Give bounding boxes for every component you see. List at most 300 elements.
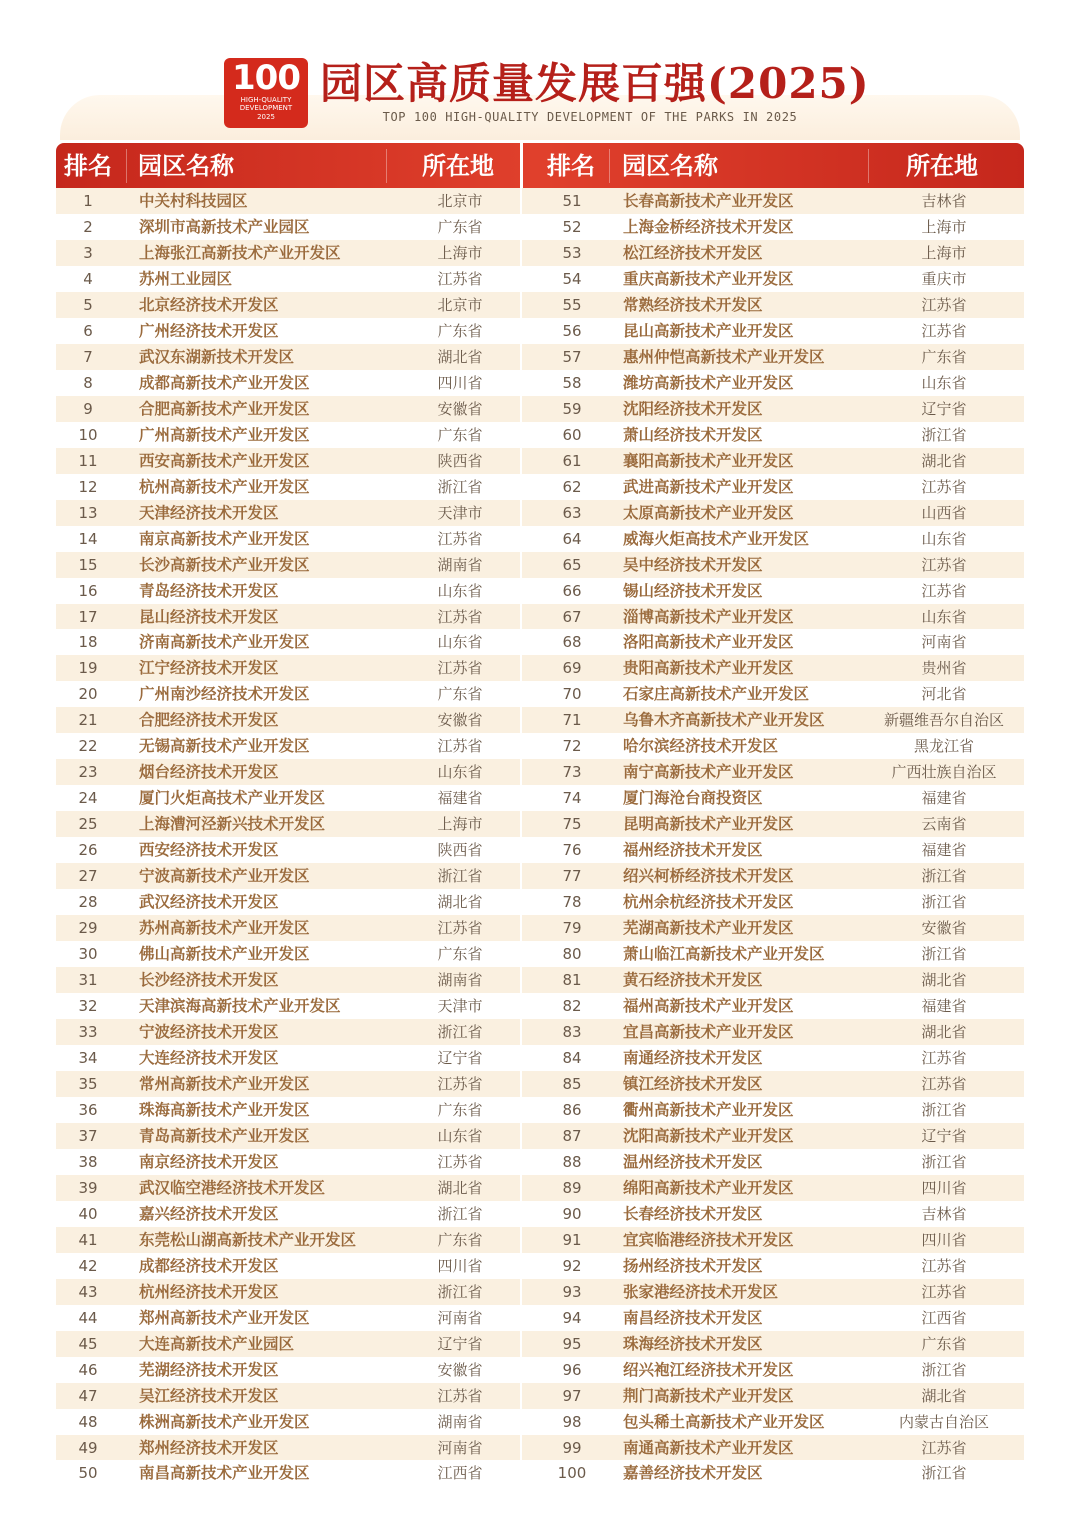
rank-cell: 33 (78, 1023, 98, 1041)
park-name-cell: 株洲高新技术产业开发区 (139, 1412, 310, 1431)
location-cell: 上海市 (921, 217, 967, 236)
rank-cell: 3 (83, 243, 93, 262)
location-cell: 江苏省 (921, 477, 967, 496)
park-name-cell: 中关村科技园区 (139, 192, 248, 210)
table-row (56, 396, 1024, 422)
park-name-cell: 大连经济技术开发区 (139, 1048, 279, 1067)
table-row (56, 370, 1024, 396)
park-name-cell: 无锡高新技术产业开发区 (139, 737, 310, 756)
table-row (56, 811, 1024, 837)
location-cell: 江苏省 (921, 581, 967, 600)
ranking-table (56, 143, 1024, 1486)
table-row (56, 1201, 1024, 1227)
header-separator (386, 149, 387, 183)
rank-cell: 53 (562, 243, 582, 262)
header-separator (126, 149, 127, 183)
rank-cell: 80 (562, 945, 582, 964)
park-name-cell: 青岛经济技术开发区 (139, 581, 279, 600)
rank-cell: 91 (562, 1230, 582, 1249)
rank-cell: 48 (78, 1412, 98, 1431)
park-name-cell: 成都高新技术产业开发区 (139, 373, 310, 392)
park-name-cell: 大连高新技术产业园区 (139, 1334, 295, 1353)
park-name-cell: 常州高新技术产业开发区 (139, 1074, 310, 1093)
park-name-cell: 烟台经济技术开发区 (139, 763, 279, 782)
park-name-cell: 衢州高新技术产业开发区 (623, 1100, 794, 1119)
table-row (56, 474, 1024, 500)
location-cell: 浙江省 (921, 425, 967, 444)
page-subtitle: TOP 100 HIGH-QUALITY DEVELOPMENT OF THE PARKS IN 2025 (382, 110, 798, 124)
rank-cell: 96 (562, 1360, 582, 1379)
rank-cell: 27 (78, 867, 98, 886)
rank-cell: 46 (78, 1360, 98, 1379)
park-name-cell: 哈尔滨经济技术开发区 (623, 737, 779, 756)
rank-cell: 79 (562, 919, 582, 938)
park-name-cell: 威海火炬高技术产业开发区 (623, 529, 810, 548)
park-name-cell: 长春高新技术产业开发区 (623, 192, 794, 210)
park-name-cell: 长春经济技术开发区 (623, 1204, 763, 1223)
park-name-cell: 广州经济技术开发区 (139, 321, 279, 340)
rank-cell: 95 (562, 1334, 582, 1353)
location-cell: 福建省 (921, 789, 967, 808)
table-row (56, 214, 1024, 240)
table-row (56, 993, 1024, 1019)
table-header-row (56, 143, 1024, 188)
header-name-right: 园区名称 (622, 151, 718, 180)
park-name-cell: 昆山经济技术开发区 (139, 607, 279, 626)
table-row (56, 1279, 1024, 1305)
location-cell: 江苏省 (437, 737, 483, 756)
location-cell: 广西壮族自治区 (891, 763, 997, 782)
park-name-cell: 萧山经济技术开发区 (623, 425, 763, 444)
rank-cell: 85 (562, 1074, 582, 1093)
table-row (56, 1357, 1024, 1383)
location-cell: 山东省 (437, 633, 483, 652)
location-cell: 辽宁省 (437, 1334, 483, 1353)
header-rank-left: 排名 (64, 151, 112, 180)
header-separator (868, 149, 869, 183)
park-name-cell: 南昌高新技术产业开发区 (139, 1464, 310, 1483)
park-name-cell: 青岛高新技术产业开发区 (139, 1126, 310, 1145)
table-row (56, 500, 1024, 526)
park-name-cell: 天津滨海高新技术产业开发区 (139, 997, 341, 1016)
park-name-cell: 襄阳高新技术产业开发区 (623, 451, 794, 470)
location-cell: 湖北省 (437, 1178, 483, 1197)
table-row (56, 629, 1024, 655)
rank-cell: 66 (562, 581, 582, 600)
rank-cell: 7 (83, 347, 93, 366)
park-name-cell: 荆门高新技术产业开发区 (623, 1386, 794, 1405)
location-cell: 浙江省 (921, 945, 967, 964)
park-name-cell: 郑州高新技术产业开发区 (139, 1308, 310, 1327)
table-row (56, 1460, 1024, 1486)
rank-cell: 55 (562, 295, 582, 314)
rank-cell: 50 (78, 1464, 98, 1483)
rank-cell: 65 (562, 555, 582, 574)
park-name-cell: 石家庄高新技术产业开发区 (623, 685, 810, 704)
table-row (56, 1253, 1024, 1279)
park-name-cell: 广州南沙经济技术开发区 (139, 685, 310, 704)
rank-cell: 89 (562, 1178, 582, 1197)
location-cell: 广东省 (437, 425, 483, 444)
header-location-left: 所在地 (422, 151, 494, 180)
rank-cell: 56 (562, 321, 582, 340)
table-row (56, 1045, 1024, 1071)
rank-cell: 100 (557, 1464, 587, 1483)
rank-cell: 76 (562, 841, 582, 860)
location-cell: 江西省 (921, 1308, 967, 1327)
location-cell: 湖北省 (921, 451, 967, 470)
location-cell: 江苏省 (921, 1256, 967, 1275)
park-name-cell: 重庆高新技术产业开发区 (623, 269, 794, 288)
location-cell: 广东省 (437, 945, 483, 964)
rank-cell: 24 (78, 789, 98, 808)
location-cell: 安徽省 (437, 399, 483, 418)
location-cell: 浙江省 (921, 893, 967, 912)
location-cell: 山东省 (437, 763, 483, 782)
location-cell: 湖北省 (921, 971, 967, 990)
park-name-cell: 东莞松山湖高新技术产业开发区 (139, 1230, 357, 1249)
location-cell: 浙江省 (437, 1282, 483, 1301)
rank-cell: 21 (78, 711, 98, 730)
logo-line1: HIGH-QUALITY (240, 96, 292, 104)
location-cell: 浙江省 (921, 867, 967, 886)
location-cell: 江苏省 (921, 295, 967, 314)
rank-cell: 10 (78, 425, 98, 444)
rank-cell: 81 (562, 971, 582, 990)
location-cell: 浙江省 (437, 1204, 483, 1223)
location-cell: 新疆维吾尔自治区 (884, 711, 1004, 730)
park-name-cell: 扬州经济技术开发区 (623, 1256, 763, 1275)
location-cell: 江苏省 (921, 1282, 967, 1301)
location-cell: 江苏省 (437, 269, 483, 288)
park-name-cell: 济南高新技术产业开发区 (139, 633, 310, 652)
location-cell: 广东省 (437, 217, 483, 236)
rank-cell: 17 (78, 607, 98, 626)
rank-cell: 38 (78, 1152, 98, 1171)
table-row (56, 941, 1024, 967)
park-name-cell: 乌鲁木齐高新技术产业开发区 (623, 711, 825, 730)
park-name-cell: 南通经济技术开发区 (623, 1048, 763, 1067)
rank-cell: 62 (562, 477, 582, 496)
park-name-cell: 武汉临空港经济技术开发区 (139, 1178, 326, 1197)
location-cell: 吉林省 (921, 192, 967, 210)
park-name-cell: 南宁高新技术产业开发区 (623, 763, 794, 782)
park-name-cell: 昆明高新技术产业开发区 (623, 815, 794, 834)
location-cell: 山东省 (921, 607, 967, 626)
page-title: 园区高质量发展百强(2025) (320, 59, 870, 108)
park-name-cell: 沈阳高新技术产业开发区 (623, 1126, 794, 1145)
location-cell: 广东省 (921, 347, 967, 366)
rank-cell: 19 (78, 659, 98, 678)
park-name-cell: 芜湖经济技术开发区 (139, 1360, 279, 1379)
location-cell: 贵州省 (921, 659, 967, 678)
park-name-cell: 包头稀土高新技术产业开发区 (623, 1412, 825, 1431)
table-row (56, 681, 1024, 707)
table-row (56, 318, 1024, 344)
rank-cell: 52 (562, 217, 582, 236)
location-cell: 广东省 (437, 1100, 483, 1119)
location-cell: 江苏省 (437, 607, 483, 626)
rank-cell: 44 (78, 1308, 98, 1327)
rank-cell: 51 (562, 192, 582, 210)
rank-cell: 34 (78, 1048, 98, 1067)
park-name-cell: 镇江经济技术开发区 (623, 1074, 763, 1093)
rank-cell: 83 (562, 1023, 582, 1041)
park-name-cell: 杭州余杭经济技术开发区 (623, 893, 794, 912)
rank-cell: 72 (562, 737, 582, 756)
park-name-cell: 吴江经济技术开发区 (139, 1386, 279, 1405)
park-name-cell: 合肥高新技术产业开发区 (139, 399, 310, 418)
rank-cell: 84 (562, 1048, 582, 1067)
location-cell: 福建省 (921, 997, 967, 1016)
table-row (56, 759, 1024, 785)
location-cell: 湖北省 (921, 1386, 967, 1405)
park-name-cell: 成都经济技术开发区 (139, 1256, 279, 1275)
table-row (56, 448, 1024, 474)
park-name-cell: 常熟经济技术开发区 (623, 295, 763, 314)
location-cell: 江苏省 (921, 555, 967, 574)
rank-cell: 8 (83, 373, 93, 392)
table-row (56, 785, 1024, 811)
location-cell: 天津市 (437, 997, 483, 1016)
rank-cell: 15 (78, 555, 98, 574)
table-row (56, 1227, 1024, 1253)
park-name-cell: 沈阳经济技术开发区 (623, 399, 763, 418)
table-body (56, 188, 1024, 1486)
location-cell: 湖南省 (437, 971, 483, 990)
location-cell: 江苏省 (437, 1152, 483, 1171)
table-row (56, 863, 1024, 889)
location-cell: 重庆市 (921, 269, 967, 288)
park-name-cell: 张家港经济技术开发区 (623, 1282, 779, 1301)
rank-cell: 40 (78, 1204, 98, 1223)
top100-logo (224, 58, 308, 128)
rank-cell: 49 (78, 1438, 98, 1457)
park-name-cell: 上海张江高新技术产业开发区 (139, 243, 341, 262)
rank-cell: 67 (562, 607, 582, 626)
location-cell: 广东省 (921, 1334, 967, 1353)
location-cell: 河北省 (921, 685, 967, 704)
park-name-cell: 潍坊高新技术产业开发区 (623, 373, 794, 392)
rank-cell: 63 (562, 503, 582, 522)
location-cell: 四川省 (921, 1230, 967, 1249)
rank-cell: 59 (562, 399, 582, 418)
rank-cell: 77 (562, 867, 582, 886)
header-location-right: 所在地 (906, 151, 978, 180)
location-cell: 浙江省 (437, 1023, 483, 1041)
rank-cell: 57 (562, 347, 582, 366)
location-cell: 安徽省 (437, 1360, 483, 1379)
rank-cell: 11 (78, 451, 98, 470)
rank-cell: 74 (562, 789, 582, 808)
location-cell: 四川省 (921, 1178, 967, 1197)
park-name-cell: 贵阳高新技术产业开发区 (623, 659, 794, 678)
table-row (56, 1097, 1024, 1123)
park-name-cell: 天津经济技术开发区 (139, 503, 279, 522)
location-cell: 安徽省 (921, 919, 967, 938)
location-cell: 黑龙江省 (913, 737, 974, 756)
table-row (56, 604, 1024, 630)
park-name-cell: 南通高新技术产业开发区 (623, 1438, 794, 1457)
location-cell: 吉林省 (921, 1204, 967, 1223)
rank-cell: 75 (562, 815, 582, 834)
rank-cell: 68 (562, 633, 582, 652)
park-name-cell: 厦门火炬高技术产业开发区 (139, 789, 326, 808)
table-row (56, 526, 1024, 552)
logo-line2: DEVELOPMENT (239, 104, 293, 112)
location-cell: 浙江省 (921, 1152, 967, 1171)
rank-cell: 41 (78, 1230, 98, 1249)
park-name-cell: 太原高新技术产业开发区 (623, 503, 794, 522)
rank-cell: 9 (83, 399, 93, 418)
location-cell: 福建省 (437, 789, 483, 808)
park-name-cell: 南昌经济技术开发区 (623, 1308, 763, 1327)
park-name-cell: 武汉东湖新技术开发区 (139, 347, 295, 366)
park-name-cell: 福州经济技术开发区 (623, 841, 763, 860)
table-row (56, 707, 1024, 733)
park-name-cell: 洛阳高新技术产业开发区 (623, 633, 794, 652)
rank-cell: 54 (562, 269, 582, 288)
rank-cell: 37 (78, 1126, 98, 1145)
location-cell: 湖北省 (921, 1023, 967, 1041)
location-cell: 江苏省 (921, 321, 967, 340)
location-cell: 北京市 (437, 295, 483, 314)
table-row (56, 1409, 1024, 1435)
park-name-cell: 西安经济技术开发区 (139, 841, 279, 860)
table-row (56, 1123, 1024, 1149)
location-cell: 广东省 (437, 321, 483, 340)
table-row (56, 1071, 1024, 1097)
rank-cell: 87 (562, 1126, 582, 1145)
rank-cell: 94 (562, 1308, 582, 1327)
rank-cell: 86 (562, 1100, 582, 1119)
table-row (56, 967, 1024, 993)
park-name-cell: 广州高新技术产业开发区 (139, 425, 310, 444)
header (0, 0, 1080, 140)
location-cell: 山东省 (921, 529, 967, 548)
location-cell: 河南省 (921, 633, 967, 652)
location-cell: 江西省 (437, 1464, 483, 1483)
table-row (56, 1331, 1024, 1357)
rank-cell: 30 (78, 945, 98, 964)
park-name-cell: 嘉兴经济技术开发区 (139, 1204, 279, 1223)
location-cell: 广东省 (437, 685, 483, 704)
location-cell: 湖南省 (437, 555, 483, 574)
location-cell: 四川省 (437, 1256, 483, 1275)
rank-cell: 69 (562, 659, 582, 678)
park-name-cell: 锡山经济技术开发区 (623, 581, 763, 600)
column-divider (520, 188, 522, 1488)
rank-cell: 20 (78, 685, 98, 704)
park-name-cell: 宁波高新技术产业开发区 (139, 867, 310, 886)
rank-cell: 2 (83, 217, 93, 236)
park-name-cell: 南京高新技术产业开发区 (139, 529, 310, 548)
rank-cell: 36 (78, 1100, 98, 1119)
location-cell: 浙江省 (921, 1464, 967, 1483)
park-name-cell: 佛山高新技术产业开发区 (139, 945, 310, 964)
park-name-cell: 黄石经济技术开发区 (623, 971, 763, 990)
location-cell: 浙江省 (921, 1360, 967, 1379)
park-name-cell: 惠州仲恺高新技术产业开发区 (623, 347, 825, 366)
rank-cell: 1 (83, 192, 93, 210)
park-name-cell: 昆山高新技术产业开发区 (623, 321, 794, 340)
location-cell: 湖北省 (437, 347, 483, 366)
park-name-cell: 深圳市高新技术产业园区 (139, 217, 310, 236)
table-row (56, 1383, 1024, 1409)
park-name-cell: 武汉经济技术开发区 (139, 893, 279, 912)
location-cell: 江苏省 (921, 1438, 967, 1457)
table-row (56, 1019, 1024, 1045)
table-row (56, 915, 1024, 941)
location-cell: 江苏省 (921, 1074, 967, 1093)
rank-cell: 31 (78, 971, 98, 990)
rank-cell: 29 (78, 919, 98, 938)
rank-cell: 64 (562, 529, 582, 548)
park-name-cell: 苏州高新技术产业开发区 (139, 919, 310, 938)
rank-cell: 23 (78, 763, 98, 782)
table-row (56, 837, 1024, 863)
table-row (56, 1305, 1024, 1331)
rank-cell: 71 (562, 711, 582, 730)
location-cell: 内蒙古自治区 (898, 1412, 989, 1431)
rank-cell: 5 (83, 295, 93, 314)
table-row (56, 240, 1024, 266)
location-cell: 天津市 (437, 503, 483, 522)
rank-cell: 12 (78, 477, 98, 496)
table-row (56, 655, 1024, 681)
rank-cell: 18 (78, 633, 98, 652)
table-row (56, 188, 1024, 214)
park-name-cell: 绵阳高新技术产业开发区 (623, 1178, 794, 1197)
rank-cell: 16 (78, 581, 98, 600)
table-row (56, 344, 1024, 370)
park-name-cell: 嘉善经济技术开发区 (623, 1464, 763, 1483)
rank-cell: 13 (78, 503, 98, 522)
table-row (56, 733, 1024, 759)
park-name-cell: 珠海经济技术开发区 (623, 1334, 763, 1353)
rank-cell: 26 (78, 841, 98, 860)
location-cell: 四川省 (437, 373, 483, 392)
park-name-cell: 南京经济技术开发区 (139, 1152, 279, 1171)
rank-cell: 61 (562, 451, 582, 470)
rank-cell: 32 (78, 997, 98, 1016)
rank-cell: 93 (562, 1282, 582, 1301)
location-cell: 辽宁省 (921, 399, 967, 418)
park-name-cell: 萧山临江高新技术产业开发区 (623, 945, 825, 964)
park-name-cell: 西安高新技术产业开发区 (139, 451, 310, 470)
location-cell: 山西省 (921, 503, 967, 522)
rank-cell: 45 (78, 1334, 98, 1353)
table-row (56, 578, 1024, 604)
table-row (56, 266, 1024, 292)
table-row (56, 889, 1024, 915)
park-name-cell: 北京经济技术开发区 (139, 295, 279, 314)
location-cell: 陕西省 (437, 451, 483, 470)
rank-cell: 43 (78, 1282, 98, 1301)
rank-cell: 90 (562, 1204, 582, 1223)
park-name-cell: 吴中经济技术开发区 (623, 555, 763, 574)
location-cell: 山东省 (437, 1126, 483, 1145)
park-name-cell: 长沙经济技术开发区 (139, 971, 279, 990)
location-cell: 浙江省 (437, 477, 483, 496)
table-row (56, 552, 1024, 578)
park-name-cell: 绍兴柯桥经济技术开发区 (623, 867, 794, 886)
rank-cell: 35 (78, 1074, 98, 1093)
rank-cell: 60 (562, 425, 582, 444)
rank-cell: 97 (562, 1386, 582, 1405)
park-name-cell: 淄博高新技术产业开发区 (623, 607, 794, 626)
park-name-cell: 宁波经济技术开发区 (139, 1023, 279, 1041)
